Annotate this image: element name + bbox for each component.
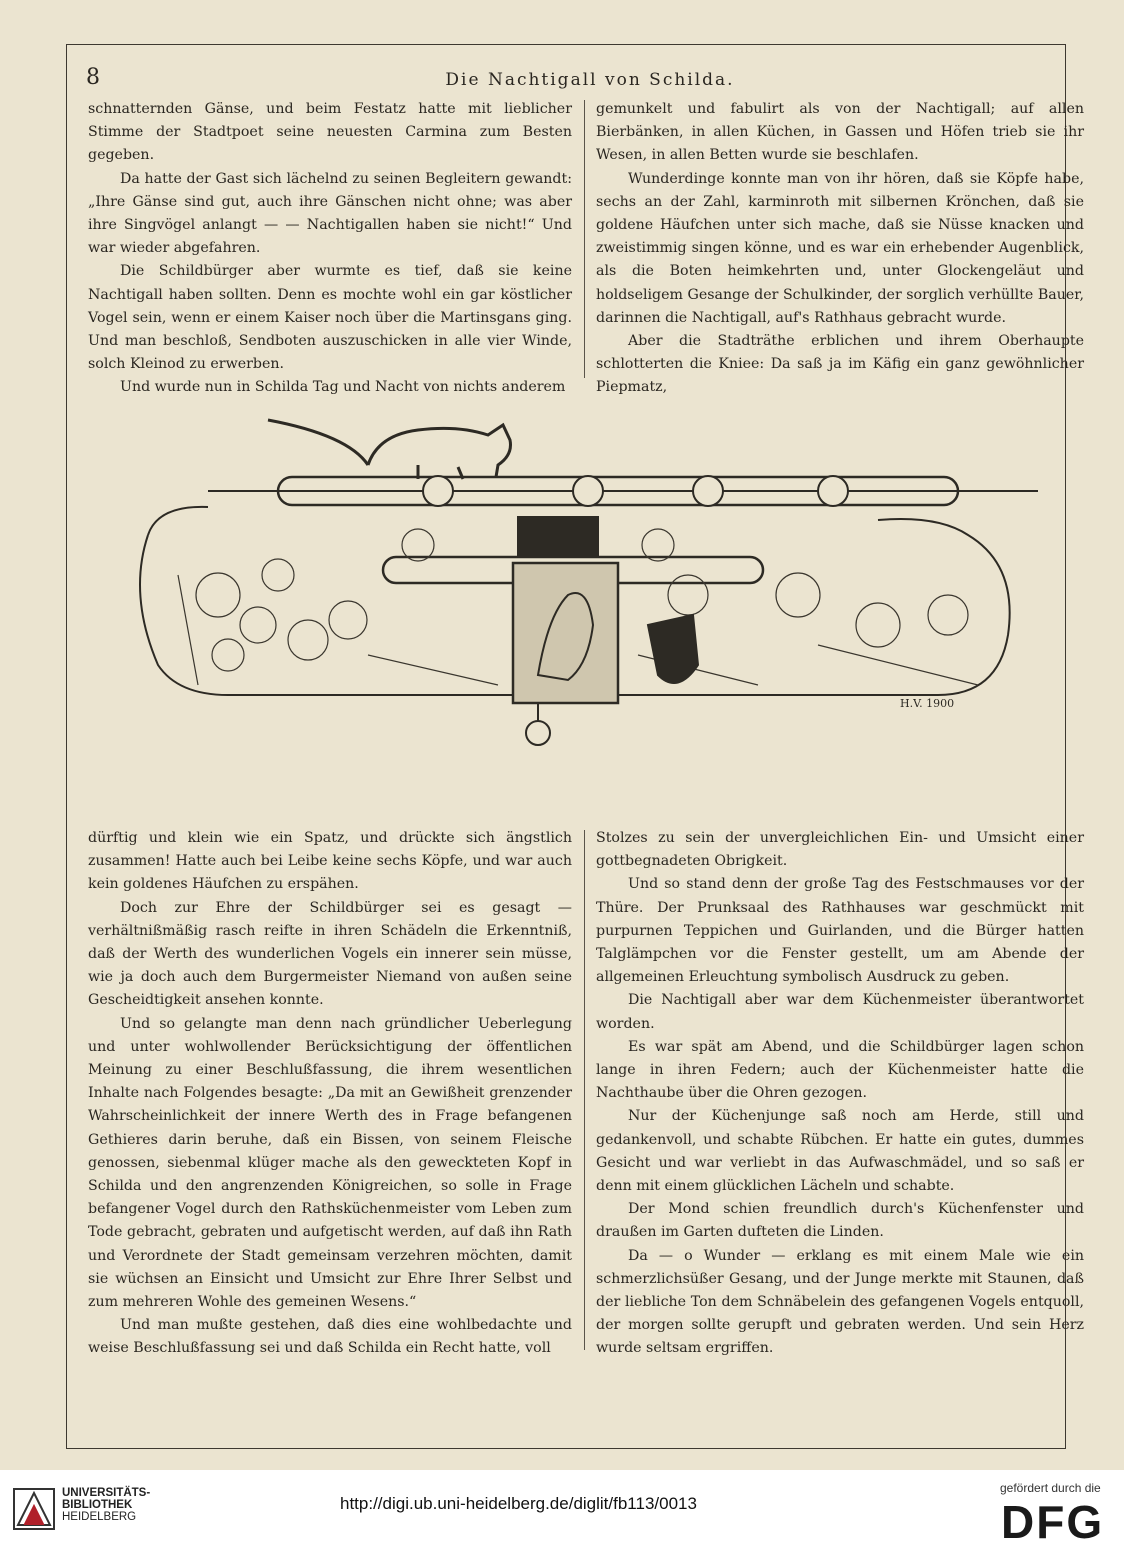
artist-signature: H.V. 1900	[900, 697, 955, 710]
medallion-icon	[573, 476, 603, 506]
dfg-logo: DFG	[1001, 1496, 1105, 1548]
paragraph: Da — o Wunder — erklang es mit einem Male wie ein schmerzlichsüßer Gesang, und der Junge merkte mit Staunen, daß der liebliche Ton dem Schnäbelein des gefangenen Vogels entquoll, der morgen sollte gerupft und gebraten werden. Und sein Herz wurde seltsam ergriffen.	[596, 1247, 1084, 1357]
column-rule-bottom	[584, 830, 585, 1350]
paragraph: Und so gelangte man denn nach gründlicher Ueberlegung und unter wohlwollender Berücksichtigung der öffentlichen Meinung zu einer Beschlußfassung, die ihrem wesentlichen Inhalte nach Folgendes besagte: „Da mit an Gewißheit grenzender Wahrscheinlichkeit der innere Werth des in Frage befangenen Gethieres darin beruhe, daß ein Bissen, von seinem Fleische genossen, siebenmal klüger mache als den geweckteten Kopf in Schilda und den angrenzenden Königreichen, so solle in Frage befangener Vogel durch den Rathsküchenmeister vom Leben zum Tode gebracht, gebraten und aufgetischt werden, auf daß ihn Rath und Verordnete der Stadt gemeinsam verzehren möchten, damit sie wüchsen an Einsicht und Umsicht zur Ehre Ihrer Selbst und zum mehreren Wohle des gemeinen Wesens.“	[88, 1015, 572, 1311]
medallion-icon	[818, 476, 848, 506]
illustration-vignette	[118, 395, 1058, 765]
funding-note: gefördert durch die	[1000, 1481, 1101, 1495]
text-column-bottom-left	[88, 827, 572, 1361]
birdcage	[518, 517, 598, 555]
pendant-ornament-icon	[526, 721, 550, 745]
paragraph: Die Nachtigall aber war dem Küchenmeister überantwortet worden.	[596, 992, 1084, 1032]
paragraph: Doch zur Ehre der Schildbürger sei es gesagt — verhältnißmäßig rasch reifte in ihren Schädeln die Erkenntniß, daß der Werth des wunderlichen Vogels ein innerer sein müsse, wie ja doch auch dem Burgermeister Niemand von außen seine Gescheidtigkeit ansehen konnte.	[88, 899, 572, 1009]
medallion-icon	[423, 476, 453, 506]
paragraph: dürftig und klein wie ein Spatz, und drückte sich ängstlich zusammen! Hatte auch bei Leibe keine sechs Köpfe, und war auch kein goldenes Häufchen zu erspähen.	[88, 830, 572, 893]
page-number: 8	[86, 65, 100, 90]
paragraph: Nur der Küchenjunge saß noch am Herde, still und gedankenvoll, und schabte Rübchen. Er hatte ein gutes, dummes Gesicht und war verliebt in das Aufwaschmädel, und so saß er denn mit einem glücklichen Lächeln und schabte.	[596, 1108, 1084, 1195]
banner-with-rooster	[513, 563, 618, 703]
paragraph: Aber die Stadträthe erblichen und ihrem Oberhaupte schlotterten die Kniee: Da saß ja im Käfig ein ganz gewöhnlicher Piepmatz,	[596, 333, 1084, 396]
paragraph: Da hatte der Gast sich lächelnd zu seinen Begleitern gewandt: „Ihre Gänse sind gut, auch ihre Gänschen nicht ohne; was aber ihre Singvögel anlangt — — Nachtigallen haben sie nicht!“ Und war wieder abgefahren.	[88, 170, 572, 257]
text-column-top-left	[88, 98, 572, 400]
paragraph: Die Schildbürger aber wurmte es tief, daß sie keine Nachtigall haben sollten. Denn es mochte wohl ein gar köstlicher Vogel sein, wenn er einem Kaiser noch über die Martinsgans ging. Und man beschloß, Sendboten auszuschicken in alle vier Winde, solch Kleinod zu erwerben.	[88, 263, 572, 373]
paragraph: Wunderdinge konnte man von ihr hören, daß sie Köpfe habe, sechs an der Zahl, karminroth mit silbernen Krönchen, daß sie goldene Häufchen unter sich mache, daß sie Nüsse knacken und zweistimmig singen könne, und es war ein erhebender Augenblick, als die Boten heimkehrten und, unter Glockengeläut und holdseligem Gesange der Schulkinder, der sorglich verhüllte Bauer, darinnen die Nachtigall, auf's Rathhaus gebracht wurde.	[596, 170, 1084, 326]
medallion-icon	[693, 476, 723, 506]
paragraph: Es war spät am Abend, und die Schildbürger lagen schon lange in ihren Federn; auch der Küchenmeister hatte die Nachthaube über die Ohren gezogen.	[596, 1038, 1084, 1102]
cat-figure	[268, 420, 511, 479]
text-column-top-right	[596, 98, 1084, 400]
paragraph: Und man mußte gestehen, daß dies eine wohlbedachte und weise Beschlußfassung sei und daß Schilda ein Recht hatte, voll	[88, 1317, 572, 1357]
library-name: UNIVERSITÄTS- BIBLIOTHEK HEIDELBERG	[62, 1487, 151, 1523]
shield-icon	[648, 615, 698, 683]
paragraph: schnatternden Gänse, und beim Festatz hatte mit lieblicher Stimme der Stadtpoet seine neuesten Carmina zum Besten gegeben.	[88, 101, 572, 164]
paragraph: Und so stand denn der große Tag des Festschmauses vor der Thüre. Der Prunksaal des Rathhauses war geschmückt mit purpurnen Teppichen und Guirlanden, und die Bürger hatten Talglämpchen vor die Fenster gestellt, um am Abende der allgemeinen Erleuchtung symbolisch Ausdruck zu geben.	[596, 876, 1084, 986]
paragraph: Und wurde nun in Schilda Tag und Nacht von nichts anderem	[120, 379, 566, 396]
running-title: Die Nachtigall von Schilda.	[445, 70, 735, 90]
paragraph: Der Mond schien freundlich durch's Küchenfenster und draußen im Garten dufteten die Linden.	[596, 1201, 1084, 1241]
university-library-logo-icon	[12, 1487, 56, 1531]
column-rule-top	[584, 100, 585, 378]
paragraph: gemunkelt und fabulirt als von der Nachtigall; auf allen Bierbänken, in allen Küchen, in Gassen und Höfen trieb sie ihr Wesen, in allen Betten wurde sie beschlafen.	[596, 101, 1084, 164]
permalink-url[interactable]: http://digi.ub.uni-heidelberg.de/diglit/fb113/0013	[340, 1494, 697, 1513]
text-column-bottom-right	[596, 827, 1084, 1361]
paragraph: Stolzes zu sein der unvergleichlichen Ein- und Umsicht einer gottbegnadeten Obrigkeit.	[596, 830, 1084, 870]
